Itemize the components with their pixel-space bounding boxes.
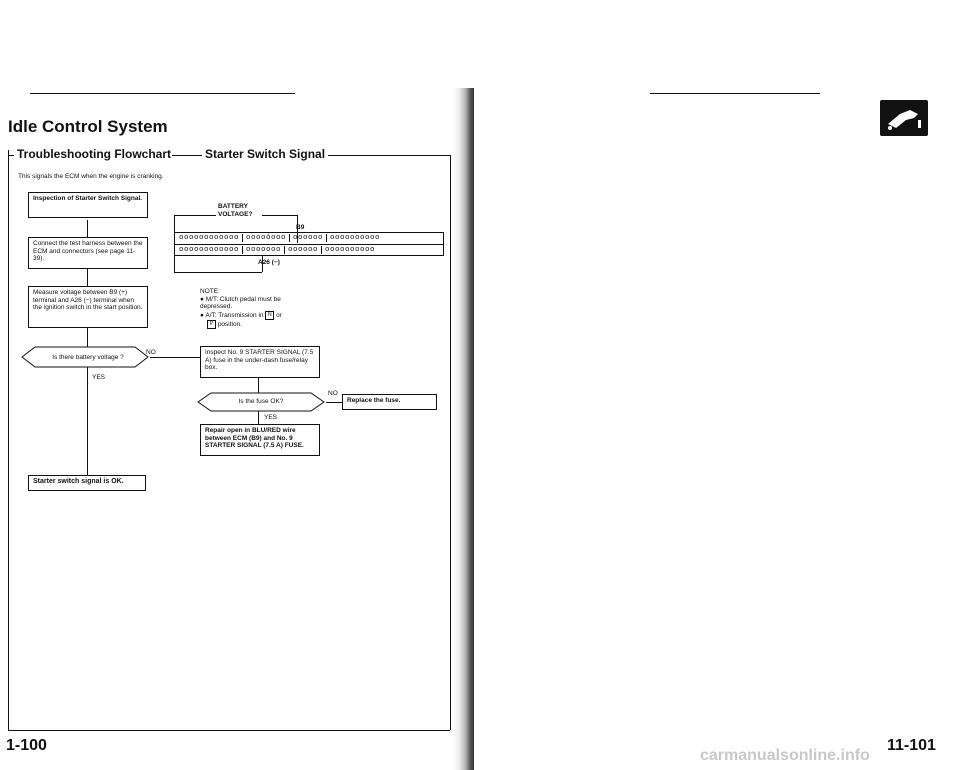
repair-text: Repair open in BLU/RED wire between ECM (B9) and No. 9 STARTER SIGNAL (7.5 A) FUSE. bbox=[205, 427, 304, 449]
step-inspection-box bbox=[28, 192, 148, 218]
frame-bottom-line bbox=[8, 730, 450, 731]
fuel-injector-icon bbox=[880, 100, 928, 136]
step-inspection-text: Inspection of Starter Switch Signal. bbox=[33, 195, 143, 202]
decision-2-no: NO bbox=[328, 390, 338, 397]
flowchart-heading: Troubleshooting Flowchart bbox=[14, 147, 174, 161]
frame-left-line bbox=[8, 150, 9, 730]
connector-divider bbox=[174, 244, 444, 245]
step-measure-box bbox=[28, 286, 148, 328]
connector-row-1-block-c: oooooo bbox=[290, 234, 327, 242]
connector-row-1-block-a: oooooooooooo bbox=[176, 234, 243, 242]
top-rule-left bbox=[30, 93, 295, 94]
note-line-2a: A/T: Transmission in bbox=[205, 311, 264, 319]
note-line-2c: position. bbox=[217, 320, 243, 328]
note-block bbox=[200, 288, 310, 329]
voltage-label: VOLTAGE? bbox=[218, 211, 253, 218]
section-title: Idle Control System bbox=[8, 117, 168, 136]
note-line-1: ● M/T: Clutch pedal must be depressed. bbox=[200, 295, 281, 310]
connector-row-2-block-d: oooooooooo bbox=[325, 246, 376, 254]
b9-label: B9 bbox=[296, 224, 305, 231]
step-connect-box bbox=[28, 237, 148, 269]
meter-line-right bbox=[262, 215, 298, 216]
intro-text: This signals the ECM when the engine is cranking. bbox=[18, 173, 164, 180]
decision-1-yes: YES bbox=[92, 374, 106, 381]
neutral-box: N bbox=[265, 311, 274, 320]
note-line-3 bbox=[200, 320, 310, 329]
step-measure-text: Measure voltage between B9 (+) terminal and A26 (−) terminal when the ignition switch in the start position. bbox=[33, 289, 143, 311]
top-rule-right bbox=[650, 93, 820, 94]
note-line-2b: or bbox=[276, 311, 282, 319]
repair-box bbox=[200, 424, 320, 456]
decision-2-text: Is the fuse OK? bbox=[238, 398, 284, 405]
decision-1-no: NO bbox=[146, 349, 156, 356]
inspect-fuse-box bbox=[200, 346, 320, 378]
battery-label: BATTERY bbox=[218, 203, 248, 210]
decision-1-text: Is there battery voltage ? bbox=[52, 354, 124, 361]
connector-row-2-block-b: ooooooo bbox=[243, 246, 285, 254]
decision-1-no-line bbox=[150, 357, 200, 358]
connector-row-2-block-c: oooooo bbox=[285, 246, 322, 254]
decision-2-no-line bbox=[326, 402, 342, 403]
note-line-2: ● A/T: Transmission in N or bbox=[200, 311, 282, 319]
park-box: P bbox=[207, 320, 216, 329]
heading-connector bbox=[172, 155, 202, 156]
replace-fuse-text: Replace the fuse. bbox=[347, 397, 401, 404]
site-watermark: carmanualsonline.info bbox=[700, 747, 870, 764]
a26-label: A26 (−) bbox=[258, 259, 280, 266]
result-ok-box bbox=[28, 475, 146, 491]
result-ok-text: Starter switch signal is OK. bbox=[33, 478, 124, 485]
connector-row-2-block-a: oooooooooooo bbox=[176, 246, 243, 254]
connector-row-1-block-b: ooooóooo bbox=[243, 234, 290, 242]
inspect-fuse-text: Inspect No. 9 STARTER SIGNAL (7.5 A) fuse in the under-dash fuse/relay box. bbox=[205, 349, 314, 371]
note-heading: NOTE: bbox=[200, 288, 220, 295]
page-spine bbox=[452, 88, 474, 770]
replace-fuse-box bbox=[342, 394, 437, 410]
meter-line-left bbox=[174, 215, 216, 216]
connector-row-1-block-d: oooooooooo bbox=[330, 234, 381, 242]
a26-return-line bbox=[174, 272, 262, 273]
decision-2-yes: YES bbox=[264, 414, 278, 421]
step-connect-text: Connect the test harness between the ECM and connectors (see page 11-39). bbox=[33, 240, 143, 262]
signal-heading: Starter Switch Signal bbox=[202, 147, 328, 161]
connector-row-1 bbox=[176, 234, 383, 242]
right-page-number: 11-101 bbox=[887, 737, 936, 754]
connector-row-2 bbox=[176, 246, 378, 254]
frame-right-line bbox=[450, 155, 451, 730]
left-page-number: 1-100 bbox=[6, 737, 47, 754]
note-line-1-text: M/T: Clutch pedal must be depressed. bbox=[200, 295, 281, 310]
